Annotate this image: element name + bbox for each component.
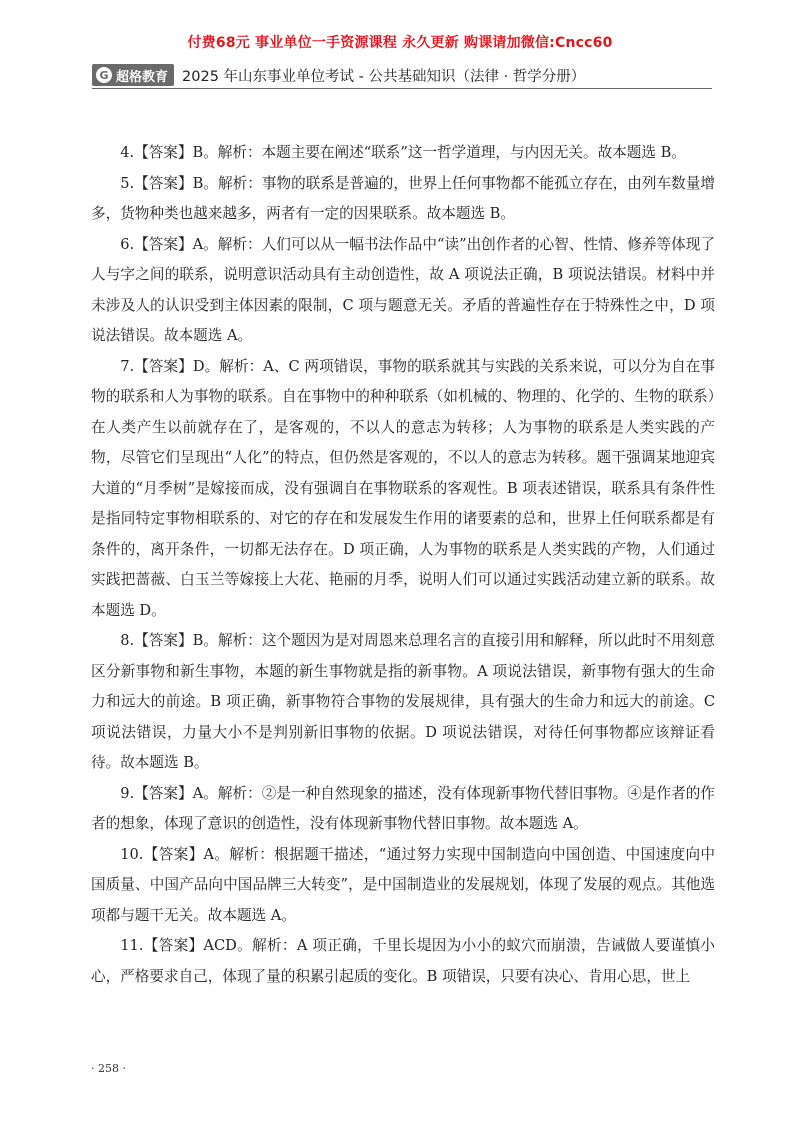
logo-icon: G (96, 67, 112, 83)
answer-paragraph-4: 4.【答案】B。解析：本题主要在阐述“联系”这一哲学道理，与内因无关。故本题选 B。 (120, 144, 686, 161)
answer-paragraph-10: 10.【答案】A。解析：根据题干描述，“通过努力实现中国制造向中国创造、中国速度向中国质量、中国产品向中国品牌三大转变”，是中国制造业的发展规划，体现了发展的观点。其他选项都与题干无关。故本题选 A。 (91, 845, 715, 924)
publisher-logo (92, 64, 174, 86)
answer-paragraph-5: 5.【答案】B。解析：事物的联系是普遍的，世界上任何事物都不能孤立存在，由列车数量增多，货物种类也越来越多，两者有一定的因果联系。故本题选 B。 (91, 174, 715, 222)
page-number: · 258 · (91, 1062, 126, 1075)
answer-paragraph-11: 11.【答案】ACD。解析：A 项正确，千里长堤因为小小的蚁穴而崩溃，告诫做人要谨慎小心，严格要求自己，体现了量的积累引起质的变化。B 项错误，只要有决心、肯用心思，世上 (91, 937, 715, 985)
answer-paragraph-8: 8.【答案】B。解析：这个题因为是对周恩来总理名言的直接引用和解释，所以此时不用刻意区分新事物和新生事物，本题的新生事物就是指的新事物。A 项说法错误，新事物有强大的生命力和远大的前途。B 项正确，新事物符合事物的发展规律，具有强大的生命力和远大的前途。C 项说法错误，力量大小不是判别新旧事物的依据。D 项说法错误，对待任何事物都应该辩证看待。故本题选 B。 (91, 632, 715, 771)
answer-explanations (91, 138, 715, 992)
answer-paragraph-7: 7.【答案】D。解析：A、C 两项错误，事物的联系就其与实践的关系来说，可以分为自在事物的联系和人为事物的联系。自在事物中的种种联系（如机械的、物理的、化学的、生物的联系）在人类产生以前就存在了，是客观的，不以人的意志为转移；人为事物的联系是人类实践的产物，尽管它们呈现出“人化”的特点，但仍然是客观的，不以人的意志为转移。题干强调某地迎宾大道的“月季树”是嫁接而成，没有强调自在事物联系的客观性。B 项表述错误，联系具有条件性是指同特定事物相联系的、对它的存在和发展发生作用的诸要素的总和，世界上任何联系都是有条件的，离开条件，一切都无法存在。D 项正确，人为事物的联系是人类实践的产物，人们通过实践把蔷薇、白玉兰等嫁接上大花、艳丽的月季，说明人们可以通过实践活动建立新的联系。故本题选 D。 (91, 357, 715, 619)
page-header (92, 63, 720, 87)
header-divider (92, 88, 712, 89)
book-title: 2025 年山东事业单位考试 - 公共基础知识（法律 · 哲学分册） (182, 68, 586, 85)
answer-paragraph-9: 9.【答案】A。解析：②是一种自然现象的描述，没有体现新事物代替旧事物。④是作者的作者的想象，体现了意识的创造性，没有体现新事物代替旧事物。故本题选 A。 (91, 784, 715, 832)
answer-paragraph-6: 6.【答案】A。解析：人们可以从一幅书法作品中“读”出创作者的心智、性情、修养等体现了人与字之间的联系，说明意识活动具有主动创造性，故 A 项说法正确，B 项说法错误。材料中并未涉及人的认识受到主体因素的限制，C 项与题意无关。矛盾的普遍性存在于特殊性之中，D 项说法错误。故本题选 A。 (91, 235, 715, 344)
logo-text: 超格教育 (116, 69, 169, 85)
promo-banner: 付费68元 事业单位一手资源课程 永久更新 购课请加微信:Cncc60 (187, 35, 613, 51)
